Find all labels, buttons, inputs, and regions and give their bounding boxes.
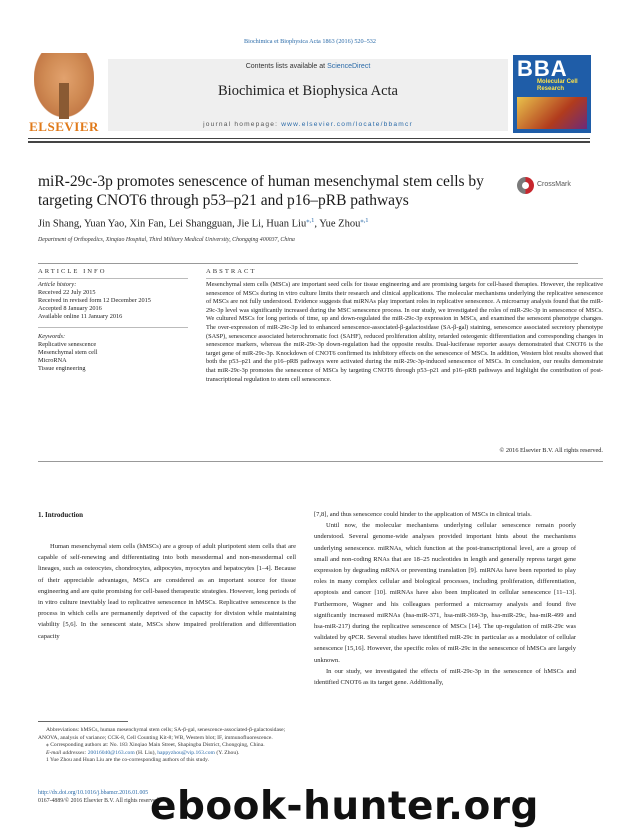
article-info	[38, 281, 188, 373]
issn-line: 0167-4889/© 2016 Elsevier B.V. All rights reserved.	[38, 798, 160, 804]
history-item: Received 22 July 2015	[38, 289, 96, 296]
article-title: miR-29c-3p promotes senescence of human mesenchymal stem cells by targeting CNOT6 through p53–p21 and p16–pRB pathways	[38, 173, 484, 209]
journal-homepage: journal homepage: www.elsevier.com/locate/bbamcr	[203, 121, 413, 128]
article-info-heading: ARTICLE INFO	[38, 268, 107, 275]
cover-image	[517, 97, 587, 129]
cover-subtitle: Molecular Cell Research	[537, 79, 578, 92]
publisher-logo-text: ELSEVIER	[29, 119, 99, 134]
corresponding-note: ⁎ Corresponding authors at: No. 183 Xinqiao Main Street, Shapingba District, Chongqing, China.	[46, 742, 265, 749]
journal-cover	[513, 55, 591, 133]
email-link[interactable]: happyzhou@vip.163.com	[157, 749, 215, 756]
abstract-divider	[206, 278, 603, 279]
journal-citation[interactable]: Biochimica et Biophysica Acta 1863 (2016) 520–532	[244, 38, 376, 45]
elsevier-logo	[28, 53, 100, 133]
affiliation: Department of Orthopedics, Xinqiao Hospital, Third Military Medical University, Chongqing 400037, China	[38, 237, 295, 243]
paragraph: [7,8], and thus senescence could hinder to the application of MSCs in clinical trials.	[314, 511, 532, 518]
section-heading: 1. Introduction	[38, 511, 83, 519]
history-item: Accepted 8 January 2016	[38, 305, 102, 312]
history-label: Article history:	[38, 281, 77, 288]
abstract-text: Mesenchymal stem cells (MSCs) are important seed cells for tissue engineering and are promising targets for cell-based therapies. However, the replicative senescence of MSCs during in vitro culture limits their research and clinical applications. The molecular mechanisms underlying the replicative senescence of MSCs are not fully understood. Evidence suggests that miRNAs play important roles in replicative senescence. A microarray analysis found that the miR-29c-3p level was significantly increased during the MSC senescence process. In our study, we investigated the roles of miR-29c-3p in senescence of MSCs. We cultured MSCs for long periods of time, up and down-regulated the miR-29c-3p expression in MSCs, and examined the senescent phenotype changes. The over-expression of miR-29c-3p led to enhanced senescence-associated-β-galactosidase (SA-β-gal) staining, senescence associated secretory phenotype (SASP), senescence associated heterochromatic foci (SAHF), reduced proliferation ability, retarded osteogenic differentiation and corresponding changes in senescence markers, whereas the miR-29c-3p down-regulation had the opposite results. Dual-luciferase reporter assays demonstrated that CNOT6 is the target gene of miR-29c-3p. Knockdown of CNOT6 confirmed its inhibitory effects on the senescence of MSCs. In addition, Western blot results showed that both the p53–p21 and the p16–pRB pathways were activated during the miR-29c-3p-induced senescence of MSCs. In conclusion, our results demonstrate that miR-29c-3p promotes the senescence of MSCs by targeting CNOT6 through p53–p21 and p16–pRB pathways and highlight the contribution of post-transcriptional regulation to stem cell senescence.	[206, 281, 603, 383]
abbreviations-note: Abbreviations: hMSCs, human mesenchymal stem cells; SA-β-gal, senescence-associated-β-galactosidase; ANOVA, analysis of variance; CCK-8, Cell Counting Kit-8; WB, Western blot; IF, immunofluorescence.	[38, 727, 286, 741]
header-divider-thick	[28, 141, 590, 143]
history-item: Available online 11 January 2016	[38, 313, 123, 320]
header-divider	[28, 138, 590, 139]
email-link[interactable]: 20016040@163.com	[87, 749, 135, 756]
keyword: Mesenchymal stem cell	[38, 349, 98, 356]
history-item: Received in revised form 12 December 2015	[38, 297, 151, 304]
paragraph: Human mesenchymal stem cells (hMSCs) are a group of adult pluripotent stem cells that are capable of self-renewing and differentiating into both mesodermal and non-mesodermal cell lineages, such as osteocytes, chondrocytes, adipocytes, myocytes and hepatocytes [1–4]. Because of their appreciable advantages, MSCs are considered as an important source for tissue engineering and are quite promising for cell-based therapeutic strategies. However, long periods of in vitro culture inevitably lead to replicative senescence in hMSCs. Replicative senescence is the process in which cells are permanently deprived of the capacity for division while maintaining viability [5,6]. In the senescent state, MSCs show impaired proliferation and differentiation capacity	[38, 543, 296, 640]
footnote-divider	[38, 721, 128, 722]
crossmark-badge[interactable]: CrossMark	[517, 175, 577, 199]
intro-left-column	[38, 541, 296, 642]
abstract-copyright: © 2016 Elsevier B.V. All rights reserved.	[499, 447, 603, 454]
doi-link[interactable]: http://dx.doi.org/10.1016/j.bbamcr.2016.01.005	[38, 790, 149, 796]
paragraph: In our study, we investigated the effects of miR-29c-3p in the senescence of hMSCs and identified CNOT6 as its target gene. Additionally,	[314, 667, 576, 687]
keywords-label: Keywords:	[38, 333, 66, 340]
email-note: E-mail addresses: 20016040@163.com (H. Liu), happyzhou@vip.163.com (Y. Zhou).	[46, 749, 240, 756]
cover-title: BBA	[517, 56, 568, 81]
info-divider	[38, 278, 188, 279]
watermark: ebook-hunter.org	[150, 784, 539, 829]
intro-right-column	[314, 509, 576, 688]
section-divider	[38, 263, 578, 264]
abstract-end-divider	[38, 461, 603, 462]
keyword: Tissue engineering	[38, 365, 86, 372]
footnotes	[38, 727, 296, 765]
sciencedirect-link[interactable]: ScienceDirect	[327, 63, 371, 70]
author-mark[interactable]: ⁎,1	[360, 217, 369, 224]
author-list: Jin Shang, Yuan Yao, Xin Fan, Lei Shangguan, Jie Li, Huan Liu$^{⁎,1}$, Yue Zhou$^{⁎,1}$	[38, 217, 369, 230]
homepage-link[interactable]: www.elsevier.com/locate/bbamcr	[281, 121, 413, 128]
crossmark-icon	[517, 177, 534, 194]
contents-available: Contents lists available at ScienceDirect	[245, 63, 371, 70]
abstract-heading: ABSTRACT	[206, 268, 257, 275]
keyword: Replicative senescence	[38, 341, 97, 348]
journal-title: Biochimica et Biophysica Acta	[218, 83, 398, 99]
author-mark[interactable]: ⁎,1	[306, 217, 315, 224]
co-author-note: 1 Yue Zhou and Huan Liu are the co-corresponding authors of this study.	[46, 757, 210, 764]
paragraph: Until now, the molecular mechanisms underlying cellular senescence remain poorly understood. Several genome-wide analyses provided important hints about the mechanisms underlying senescence. miRNAs, which function at the post-transcriptional level, are a group of small and non-coding RNAs that are 18–25 nucleotides in length and generally repress target gene expression by degrading mRNA or preventing translation [9]. miRNAs have been reported to play roles in many complex cellular and biological processes, including proliferation, differentiation, apoptosis and cancer [10]. miRNAs have also been implicated in cellular senescence [11–13]. Furthermore, Wagner and his colleagues performed a microarray analysis and found five significantly increased miRNAs (hsa-miR-371, hsa-miR-369-3p, hsa-miR-29c, hsa-miR-499 and hsa-miR-217) during the replicative senescence of MSCs [14]. The up-regulation of miR-29c was validated by qPCR. Several studies have identified miR-29c in particular as a modulator of cellular senescence [15,16]. However, the specific roles of miR-29c in the senescence of hMSCs are largely unknown.	[314, 522, 576, 664]
keyword: MicroRNA	[38, 357, 67, 364]
